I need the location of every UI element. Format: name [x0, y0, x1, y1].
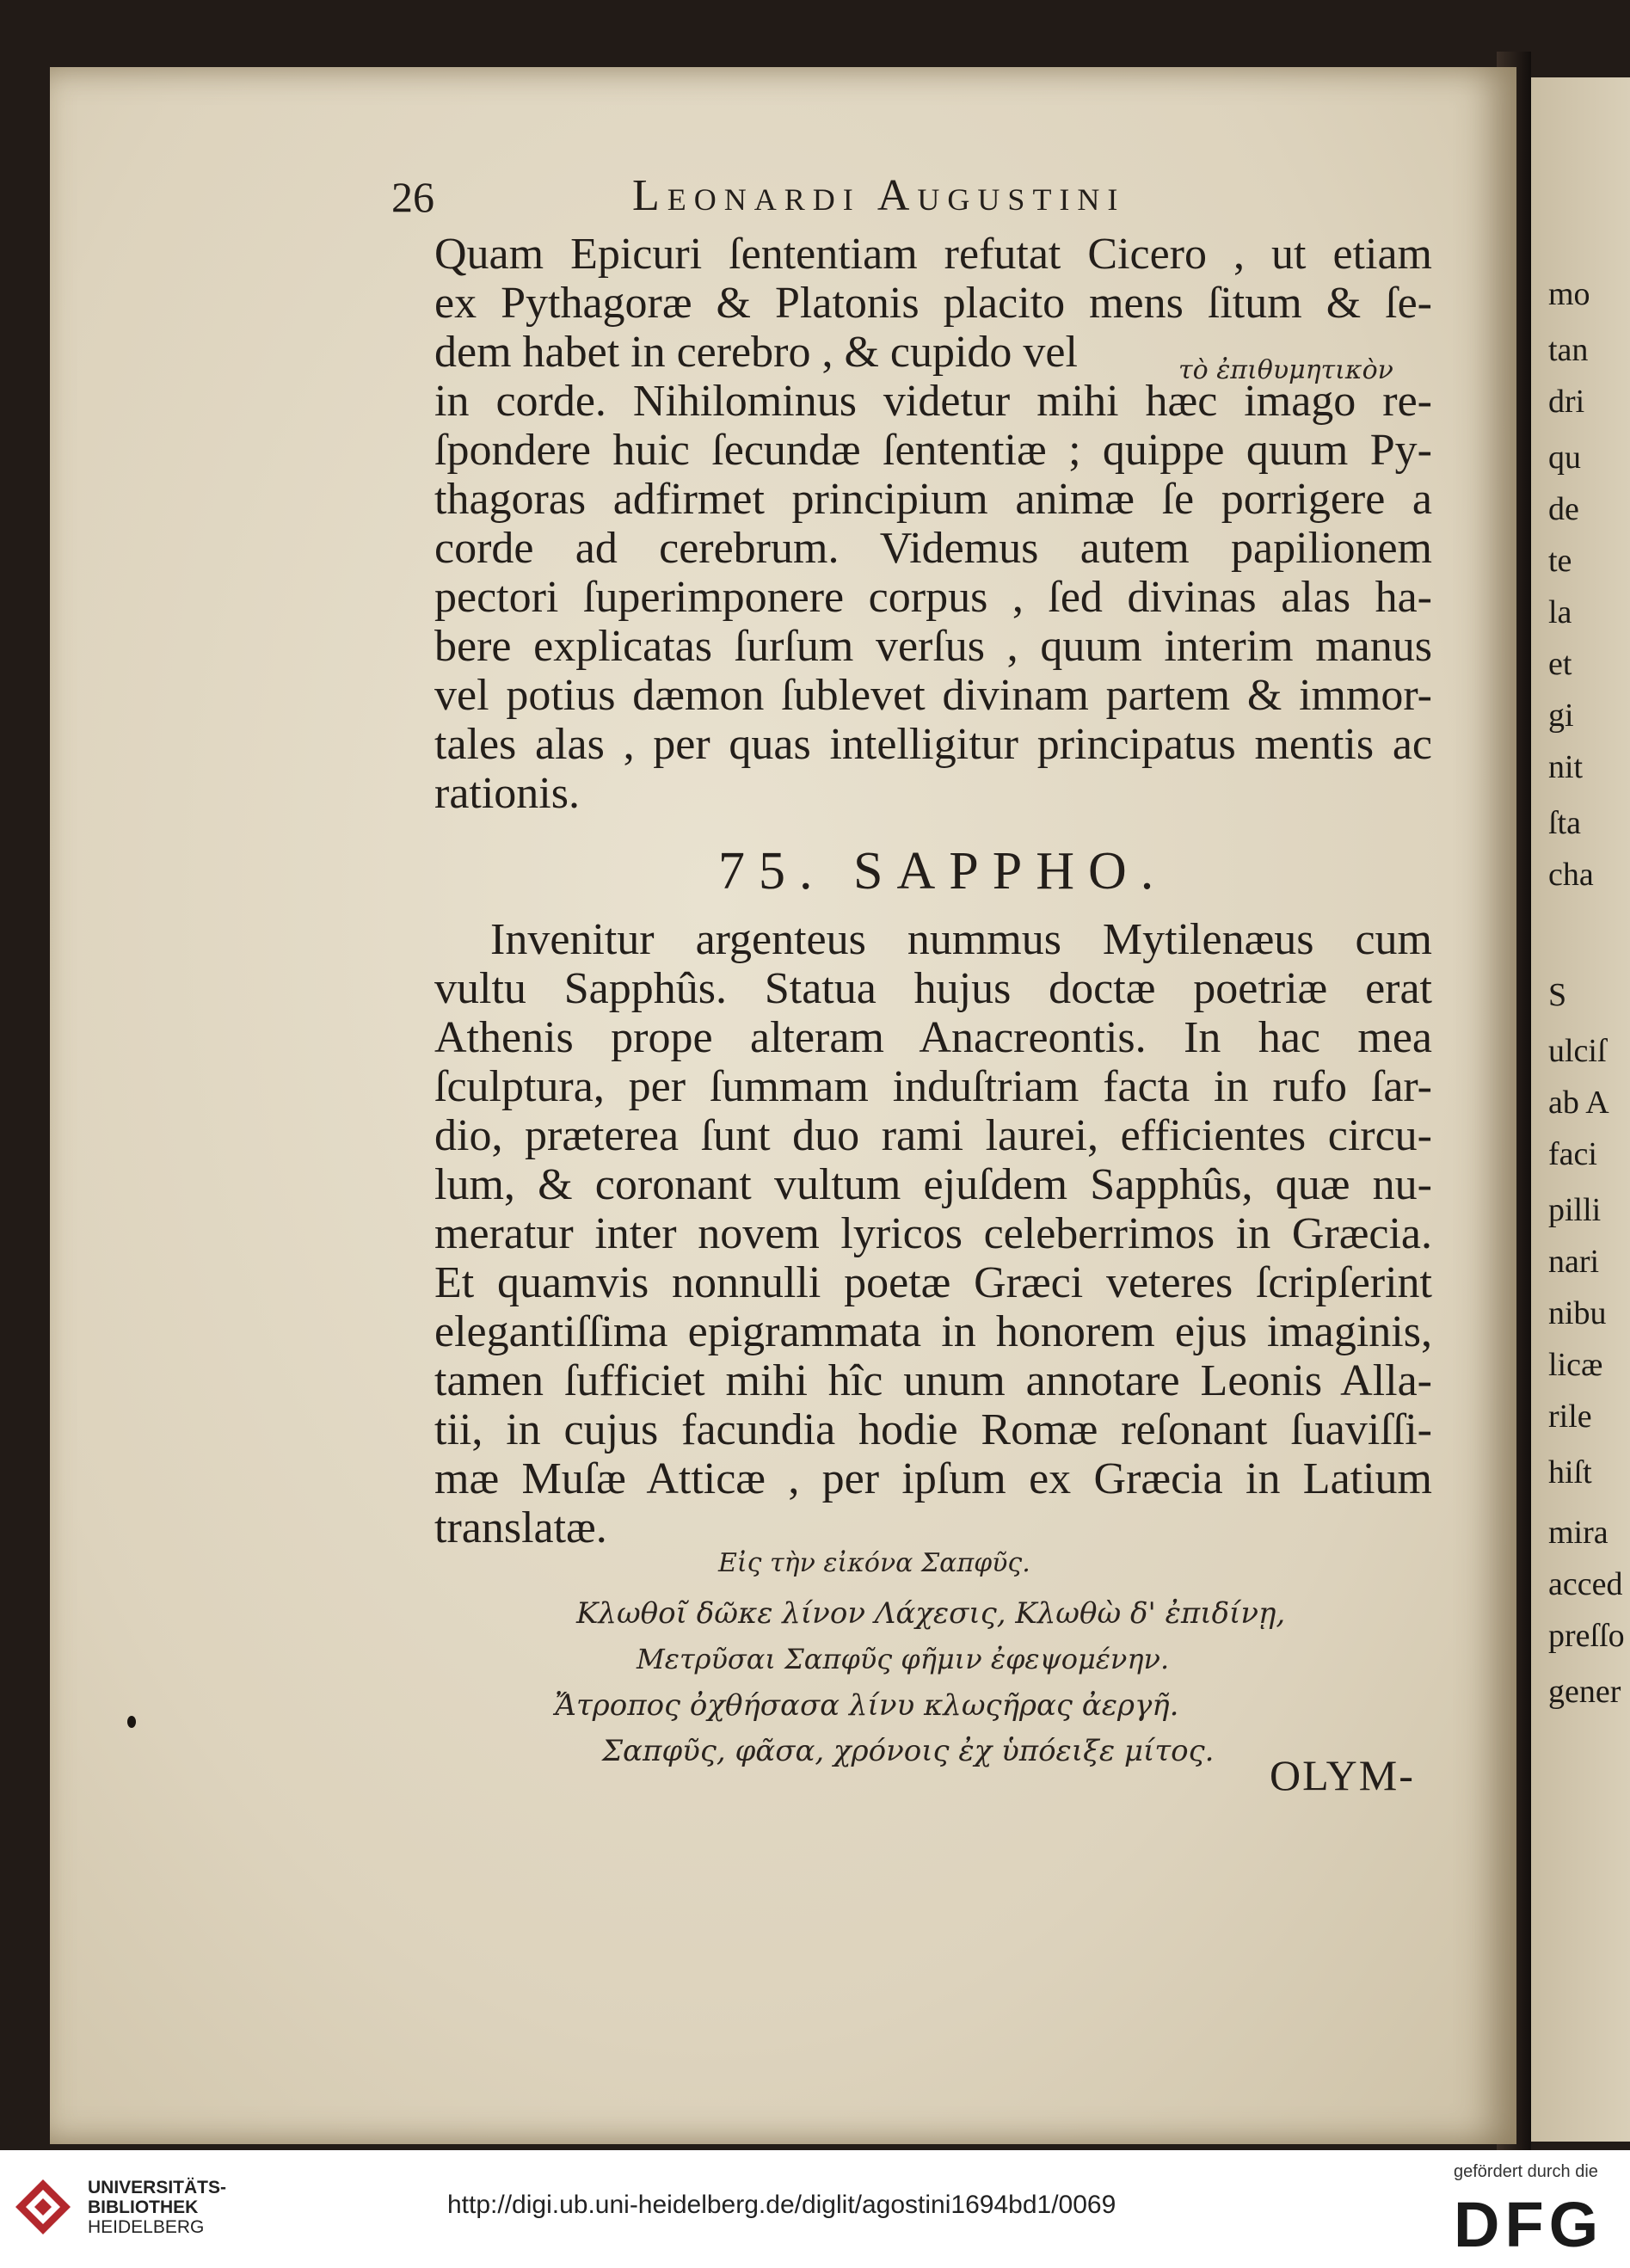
text-line: ſpondere huic ſecundæ ſententiæ ; quippe quum Py- [434, 426, 1432, 475]
next-page-text-fragment: nit [1548, 749, 1584, 785]
next-page-text-fragment: pilli [1548, 1192, 1602, 1228]
university-library-logo-icon [12, 2176, 74, 2238]
next-page-text-fragment: nibu [1548, 1295, 1607, 1331]
next-page-text-fragment: gener [1548, 1674, 1621, 1710]
next-page-text-fragment: faci [1548, 1136, 1597, 1172]
text-line: rationis. [434, 769, 580, 818]
text-line: tamen ſufficiet mihi hîc unum annotare Leonis Alla- [434, 1356, 1432, 1405]
next-page-text-fragment: licæ [1548, 1347, 1603, 1383]
next-page-text-fragment: cha [1548, 857, 1594, 893]
funding-label: gefördert durch die [1454, 2162, 1598, 2181]
next-page-text-fragment: acced [1548, 1566, 1623, 1602]
text-line: vultu Sapphûs. Statua hujus doctæ poetriæ erat [434, 964, 1432, 1013]
next-page-text-fragment: et [1548, 646, 1572, 682]
next-page-text-fragment: gi [1548, 698, 1574, 734]
next-page-text-fragment: S [1548, 977, 1567, 1013]
next-page-text-fragment: rile [1548, 1398, 1592, 1435]
page-number: 26 [391, 173, 434, 221]
footer-bar [0, 2150, 1630, 2268]
library-name [88, 2178, 226, 2237]
epigram-line: Ἄτροπος ὀχθήσασα λίνυ κλωςῆρας ἀεργῆ. [555, 1688, 1179, 1723]
text-line: corde ad cerebrum. Videmus autem papilionem [434, 524, 1432, 573]
epigram-line: Κλωθοῖ δῶκε λίνον Λάχεσις, Κλωθὼ δ' ἐπιδίνῃ, [576, 1596, 1286, 1631]
text-line: bere explicatas ſurſum verſus , quum interim manus [434, 622, 1432, 671]
running-head: Leonardi Augustini [632, 171, 1126, 220]
text-line: tales alas , per quas intelligitur principatus mentis ac [434, 720, 1432, 769]
text-line: elegantiſſima epigrammata in honorem ejus imaginis, [434, 1307, 1432, 1356]
text-line: ex Pythagoræ & Platonis placito mens ſitum & ſe- [434, 279, 1432, 328]
text-line: Invenitur argenteus nummus Mytilenæus cum [490, 915, 1432, 964]
epigram-line: Μετρῦσαι Σαπφῦς φῆμιν ἐφεψομένην. [637, 1643, 1170, 1675]
text-line: thagoras adfirmet principium animæ ſe porrigere a [434, 475, 1432, 524]
text-line: Quam Epicuri ſententiam refutat Cicero , ut etiam [434, 230, 1432, 279]
greek-inline-phrase: τὸ ἐπιθυμητικὸν [1178, 355, 1393, 385]
permalink-url[interactable]: http://digi.ub.uni-heidelberg.de/diglit/agostini1694bd1/0069 [447, 2191, 1116, 2219]
next-page-text-fragment: dri [1548, 384, 1585, 420]
text-line: vel potius dæmon ſublevet divinam partem & immor- [434, 671, 1432, 720]
epigram-title: Εἰς τὴν εἰκόνα Σαπφῦς. [718, 1548, 1030, 1578]
text-line: dio, præterea ſunt duo rami laurei, efficientes circu- [434, 1111, 1432, 1160]
catchword: OLYM- [1270, 1751, 1415, 1799]
next-page-edge [1531, 77, 1630, 2142]
next-page-text-fragment: qu [1548, 439, 1581, 476]
next-page-text-fragment: ſta [1548, 805, 1581, 841]
next-page-text-fragment: la [1548, 594, 1572, 630]
next-page-text-fragment: preſſo [1548, 1618, 1625, 1654]
library-name-line: UNIVERSITÄTS- [88, 2178, 227, 2197]
epigram-line: Σαπφῦς, φᾶσα, χρόνοις ἐχ ὑπόειξε μίτος. [602, 1734, 1215, 1768]
library-name-line: BIBLIOTHEK [88, 2197, 199, 2217]
library-name-line: HEIDELBERG [88, 2217, 205, 2237]
next-page-text-fragment: nari [1548, 1244, 1600, 1280]
dfg-logo: DFG [1454, 2189, 1604, 2260]
text-line: dem habet in cerebro , & cupido vel [434, 328, 1078, 377]
ink-speck [127, 1716, 136, 1728]
text-line: lum, & coronant vultum ejuſdem Sapphûs, quæ nu- [434, 1160, 1432, 1209]
text-line: mæ Muſæ Atticæ , per ipſum ex Græcia in Latium [434, 1454, 1432, 1503]
text-line: in corde. Nihilominus videtur mihi hæc imago re- [434, 377, 1432, 426]
next-page-text-fragment: tan [1548, 332, 1589, 368]
text-line: Et quamvis nonnulli poetæ Græci veteres ſcripſerint [434, 1258, 1432, 1307]
section-heading: 75. SAPPHO. [718, 842, 1168, 900]
next-page-text-fragment: mo [1548, 276, 1590, 312]
text-line: meratur inter novem lyricos celeberrimos in Græcia. [434, 1209, 1432, 1258]
next-page-text-fragment: de [1548, 491, 1579, 527]
text-line: ſculptura, per ſummam induſtriam facta in rufo ſar- [434, 1062, 1432, 1111]
next-page-text-fragment: hiſt [1548, 1454, 1592, 1490]
next-page-text-fragment: mira [1548, 1515, 1608, 1551]
text-line: translatæ. [434, 1503, 607, 1552]
next-page-text-fragment: ulciſ [1548, 1033, 1607, 1069]
next-page-text-fragment: ab A [1548, 1085, 1609, 1121]
next-page-text-fragment: te [1548, 543, 1572, 579]
text-line: tii, in cujus facundia hodie Romæ reſonant ſuaviſſi- [434, 1405, 1432, 1454]
text-line: pectori ſuperimponere corpus , ſed divinas alas ha- [434, 573, 1432, 622]
text-line: Athenis prope alteram Anacreontis. In hac mea [434, 1013, 1432, 1062]
